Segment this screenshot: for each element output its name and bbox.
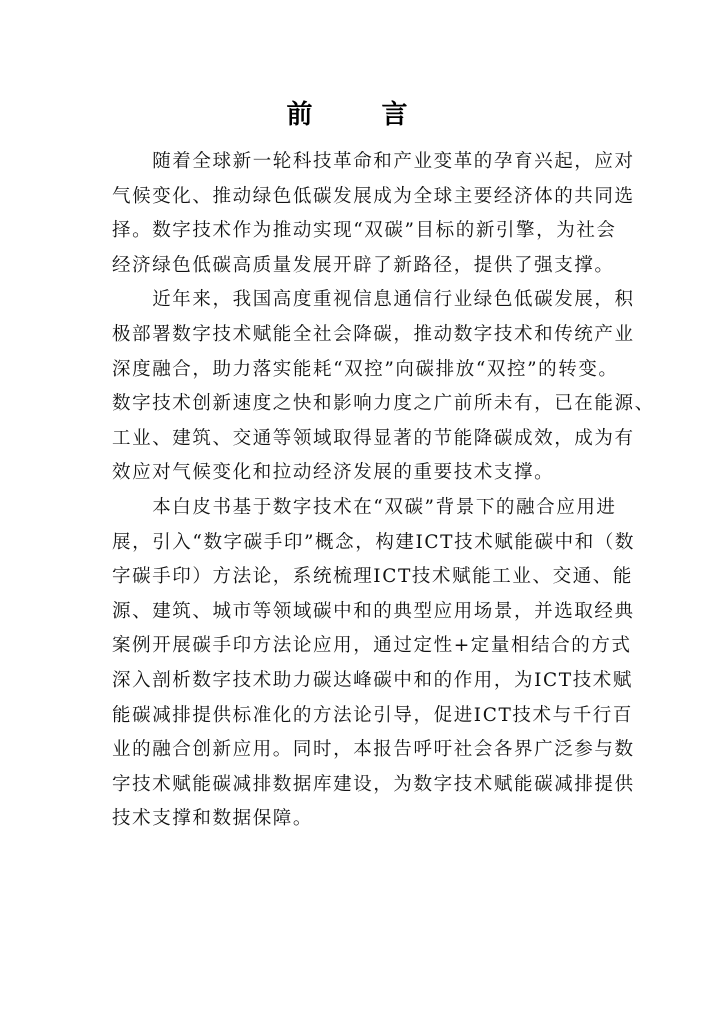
paragraph-1 — [112, 145, 635, 283]
text-line: 能碳减排提供标准化的方法论引导，促进ICT技术与千行百 — [112, 704, 634, 726]
text-line: 气候变化、推动绿色低碳发展成为全球主要经济体的共同选 — [112, 185, 635, 207]
text-line: 案例开展碳手印方法论应用，通过定性+定量相结合的方式 — [112, 635, 632, 657]
paragraph-3 — [112, 491, 636, 837]
text-line: 随着全球新一轮科技革命和产业变革的孕育兴起，应对 — [112, 151, 635, 172]
page-title: 前 言 — [286, 100, 438, 130]
text-line: 近年来，我国高度重视信息通信行业绿色低碳发展，积 — [112, 289, 635, 311]
text-line: 极部署数字技术赋能全社会降碳，推动数字技术和传统产业 — [112, 323, 635, 345]
text-line: 效应对气候变化和拉动经济发展的重要技术支撑。 — [112, 462, 555, 484]
text-line: 源、建筑、城市等领域碳中和的典型应用场景，并选取经典 — [112, 600, 635, 622]
paragraph-2 — [112, 283, 655, 491]
text-line: 展，引入“数字碳手印”概念，构建ICT技术赋能碳中和（数 — [112, 531, 636, 553]
text-line: 字碳手印）方法论，系统梳理ICT技术赋能工业、交通、能 — [112, 566, 634, 588]
text-line: 深度融合，助力落实能耗“双控”向碳排放“双控”的转变。 — [112, 358, 619, 380]
text-line: 数字技术创新速度之快和影响力度之广前所未有，已在能源、 — [112, 393, 655, 415]
text-line: 技术支撑和数据保障。 — [112, 808, 314, 830]
text-line: 业的融合创新应用。同时，本报告呼吁社会各界广泛参与数 — [112, 739, 635, 761]
text-line: 本白皮书基于数字技术在“双碳”背景下的融合应用进 — [112, 496, 617, 518]
text-line: 择。数字技术作为推动实现“双碳”目标的新引擎，为社会 — [112, 220, 617, 242]
text-line: 深入剖析数字技术助力碳达峰碳中和的作用，为ICT技术赋 — [112, 669, 634, 691]
text-line: 经济绿色低碳高质量发展开辟了新路径，提供了强支撑。 — [112, 254, 615, 276]
text-line: 字技术赋能碳减排数据库建设，为数字技术赋能碳减排提供 — [112, 773, 635, 795]
text-line: 工业、建筑、交通等领域取得显著的节能降碳成效，成为有 — [112, 427, 635, 449]
document-body — [112, 145, 655, 837]
